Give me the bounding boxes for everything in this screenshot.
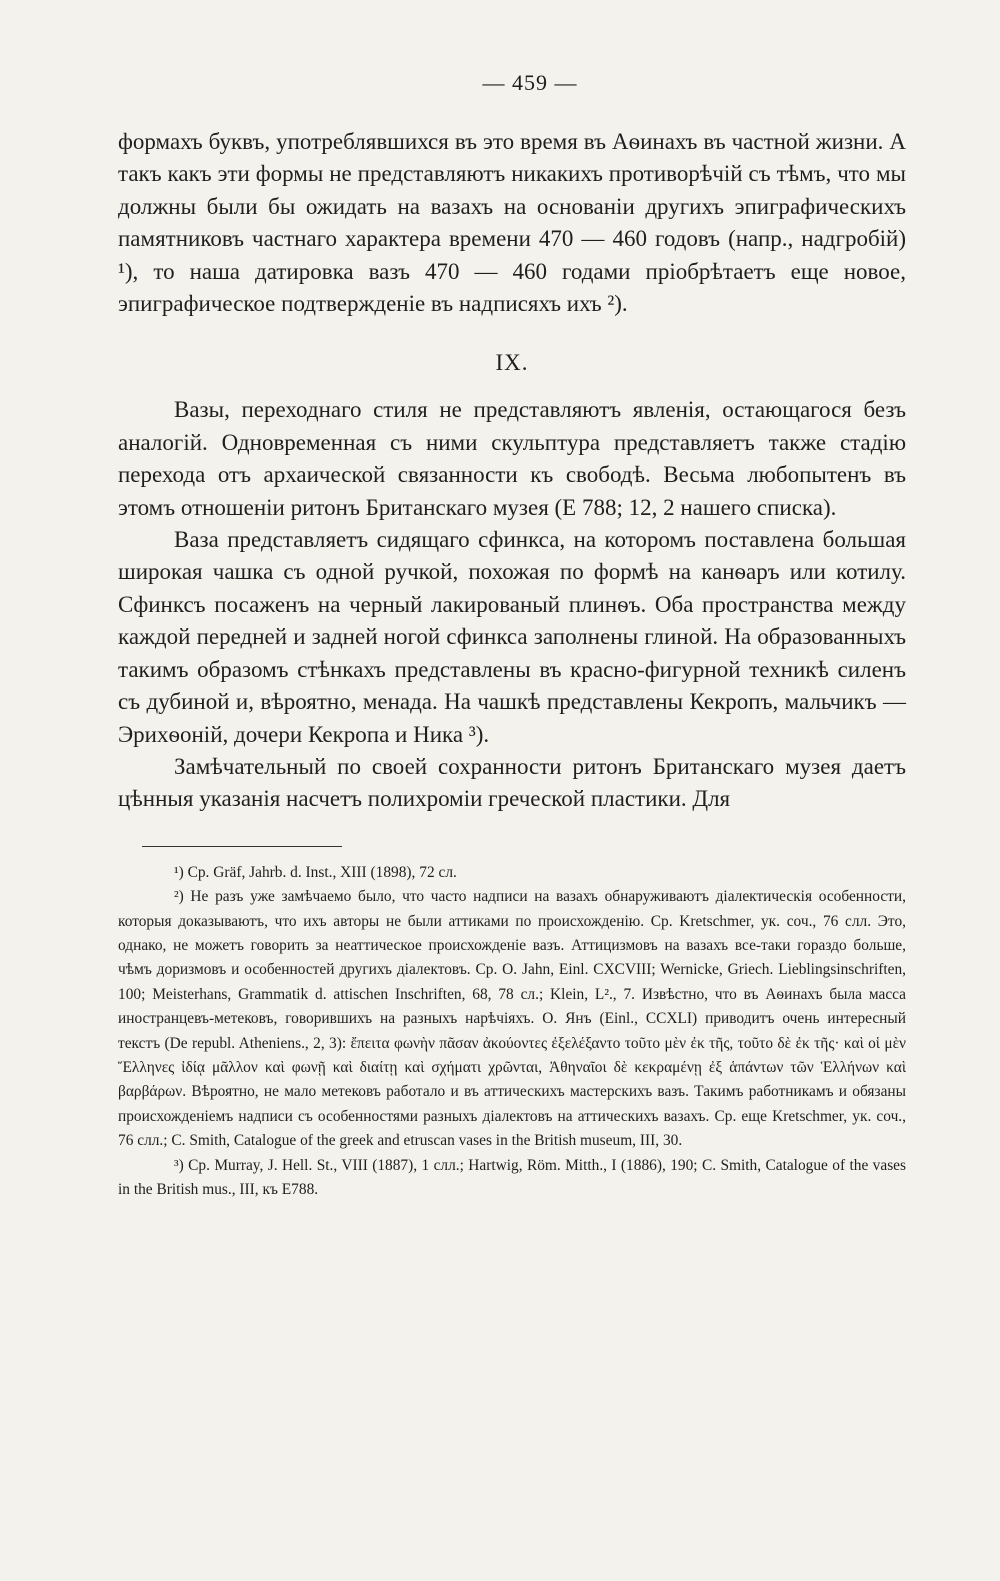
paragraph: Замѣчательный по своей сохранности ритонъ Британскаго музея даетъ цѣнныя указанія насчетъ полихроміи греческой пластики. Для (118, 753, 906, 812)
paragraph: Вазы, переходнаго стиля не представляютъ явленія, остающагося безъ аналогій. Одновременная съ ними скульптура представляетъ также стадію перехода отъ архаической связанности къ свободѣ. Весьма любопытенъ въ этомъ отношеніи ритонъ Британскаго музея (Е 788; 12, 2 нашего списка). (118, 397, 906, 520)
footnotes (118, 861, 906, 1203)
footnote-3: ³) Ср. Murray, J. Hell. St., VIII (1887), 1 слл.; Hartwig, Röm. Mitth., I (1886), 190; C. Smith, Catalogue of the vases in the British mus., III, къ E788. (118, 1156, 906, 1198)
section-heading: IX. (495, 350, 529, 376)
footnote-2: ²) Не разъ уже замѣчаемо было, что часто надписи на вазахъ обнаруживаютъ діалектическія особенности, которыя доказываютъ, что ихъ авторы не были аттиками по происхожденію. Ср. Kretschmer, ук. соч., 76 слл. Это, однако, не можетъ говорить за неаттическое происхожденіе вазъ. Аттицизмовъ на вазахъ все-таки гораздо больше, чѣмъ доризмовъ и особенностей другихъ діалектовъ. Ср. O. Jahn, Einl. CXCVIII; Wernicke, Griech. Lieblingsinschriften, 100; Meisterhans, Grammatik d. attischen Inschriften, 68, 78 сл.; Klein, L²., 7. Извѣстно, что въ Аѳинахъ была масса иностранцевъ-метековъ, говорившихъ на разныхъ нарѣчіяхъ. О. Янъ (Einl., CCXLI) приводитъ очень интересный текстъ (De republ. Atheniens., 2, 3): ἔπειτα φωνὴν πᾶσαν ἀκούοντες ἐξελέξαντο τοῦτο μὲν ἐκ τῆς, τοῦτο δὲ ἐκ τῆς· καὶ οἱ μὲν Ἕλληνες ἰδίᾳ μᾶλλον καὶ φωνῇ καὶ διαίτῃ καὶ σχήματι χρῶνται, Ἀθηναῖοι δὲ κεκραμένῃ ἐξ ἁπάντων τῶν Ἑλλήνων καὶ βαρβάρων. Вѣроятно, не мало метековъ работало и въ аттическихъ мастерскихъ вазъ. Такимъ работникамъ и обязаны происхожденіемъ надписи съ особенностями разныхъ діалектовъ на аттическихъ вазахъ. Ср. еще Kretschmer, ук. соч., 76 слл.; C. Smith, Catalogue of the greek and etruscan vases in the British museum, III, 30. (118, 888, 906, 1150)
paragraph: формахъ буквъ, употреблявшихся въ это время въ Аѳинахъ въ частной жизни. А такъ какъ эти формы не представляютъ никакихъ противорѣчій съ тѣмъ, что мы должны были бы ожидать на вазахъ на основаніи другихъ эпиграфическихъ памятниковъ частнаго характера времени 470 — 460 годовъ (напр., надгробій) ¹), то наша датировка вазъ 470 — 460 годами пріобрѣтаетъ еще новое, эпиграфическое подтвержденіе въ надписяхъ ихъ ²). (118, 129, 906, 317)
main-text (118, 126, 906, 816)
paragraph: Ваза представляетъ сидящаго сфинкса, на которомъ поставлена большая широкая чашка съ одной ручкой, похожая по формѣ на канѳаръ или котилу. Сфинксъ посаженъ на черный лакированый плинѳъ. Оба пространства между каждой передней и задней ногой сфинкса заполнены глиной. На образованныхъ такимъ образомъ стѣнкахъ представлены въ красно-фигурной техникѣ силенъ съ дубиной и, вѣроятно, менада. На чашкѣ представлены Кекропъ, мальчикъ — Эрихѳоній, дочери Кекропа и Ника ³). (118, 527, 906, 747)
footnote-separator (142, 846, 342, 847)
page-number: — 459 — (482, 70, 578, 95)
footnote-1: ¹) Ср. Gräf, Jahrb. d. Inst., XIII (1898), 72 сл. (174, 863, 457, 881)
